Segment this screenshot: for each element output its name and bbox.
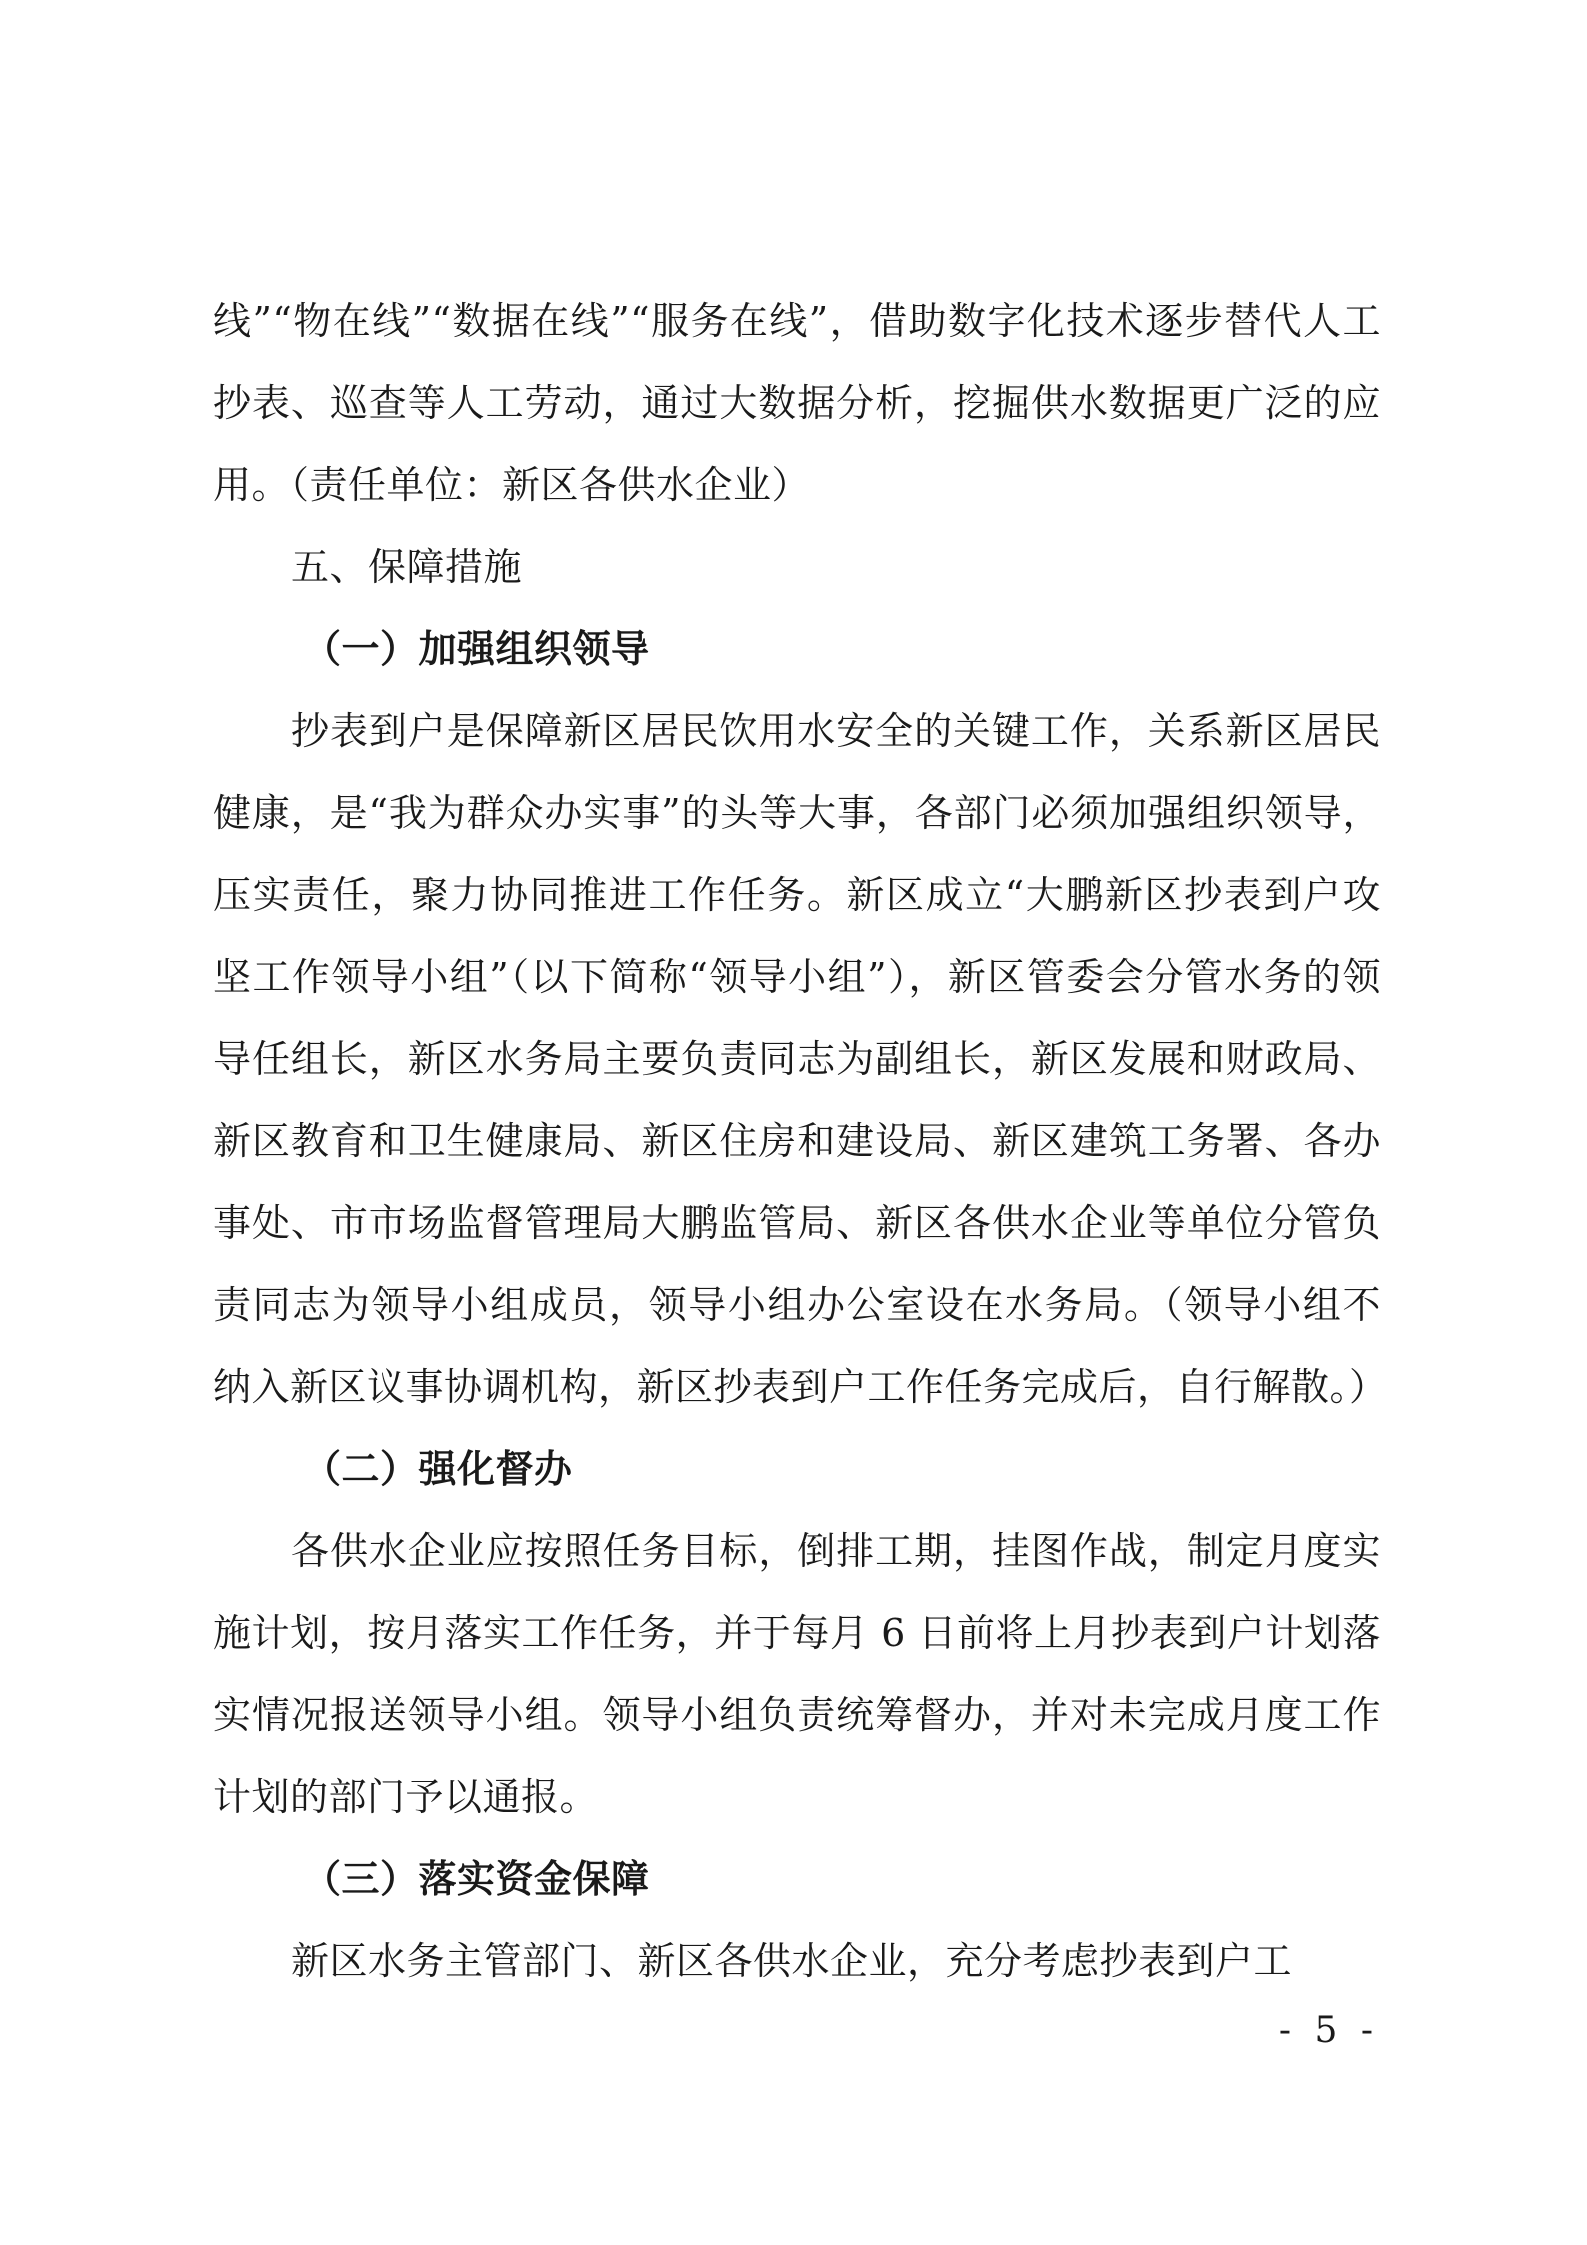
section-heading-safeguards: 五、保障措施 xyxy=(291,545,523,589)
subsection-heading-funding: （三）落实资金保障 xyxy=(303,1856,650,1901)
paragraph-continuation: 线”“物在线”“数据在线”“服务在线”，借助数字化技术逐步替代人工抄表、巡查等人工劳动，通过大数据分析，挖掘供水数据更广泛的应用。（责任单位：新区各供水企业） xyxy=(213,299,1381,507)
paragraph-supervision: 各供水企业应按照任务目标，倒排工期，挂图作战，制定月度实施计划，按月落实工作任务，并于每月 6 日前将上月抄表到户计划落实情况报送领导小组。领导小组负责统筹督办，并对未完成月度工作计划的部门予以通报。 xyxy=(213,1529,1381,1819)
subsection-heading-supervision: （二）强化督办 xyxy=(303,1446,573,1491)
page-number: - 5 - xyxy=(1278,2010,1379,2051)
subsection-heading-organization: （一）加强组织领导 xyxy=(303,626,650,671)
document-body xyxy=(213,280,1388,2002)
paragraph-funding: 新区水务主管部门、新区各供水企业，充分考虑抄表到户工 xyxy=(291,1939,1293,1983)
paragraph-organization: 抄表到户是保障新区居民饮用水安全的关键工作，关系新区居民健康，是“我为群众办实事”的头等大事，各部门必须加强组织领导，压实责任，聚力协同推进工作任务。新区成立“大鹏新区抄表到户攻坚工作领导小组”（以下简称“领导小组”），新区管委会分管水务的领导任组长，新区水务局主要负责同志为副组长，新区发展和财政局、新区教育和卫生健康局、新区住房和建设局、新区建筑工务署、各办事处、市市场监督管理局大鹏监管局、新区各供水企业等单位分管负责同志为领导小组成员，领导小组办公室设在水务局。（领导小组不纳入新区议事协调机构，新区抄表到户工作任务完成后，自行解散。） xyxy=(213,709,1388,1409)
